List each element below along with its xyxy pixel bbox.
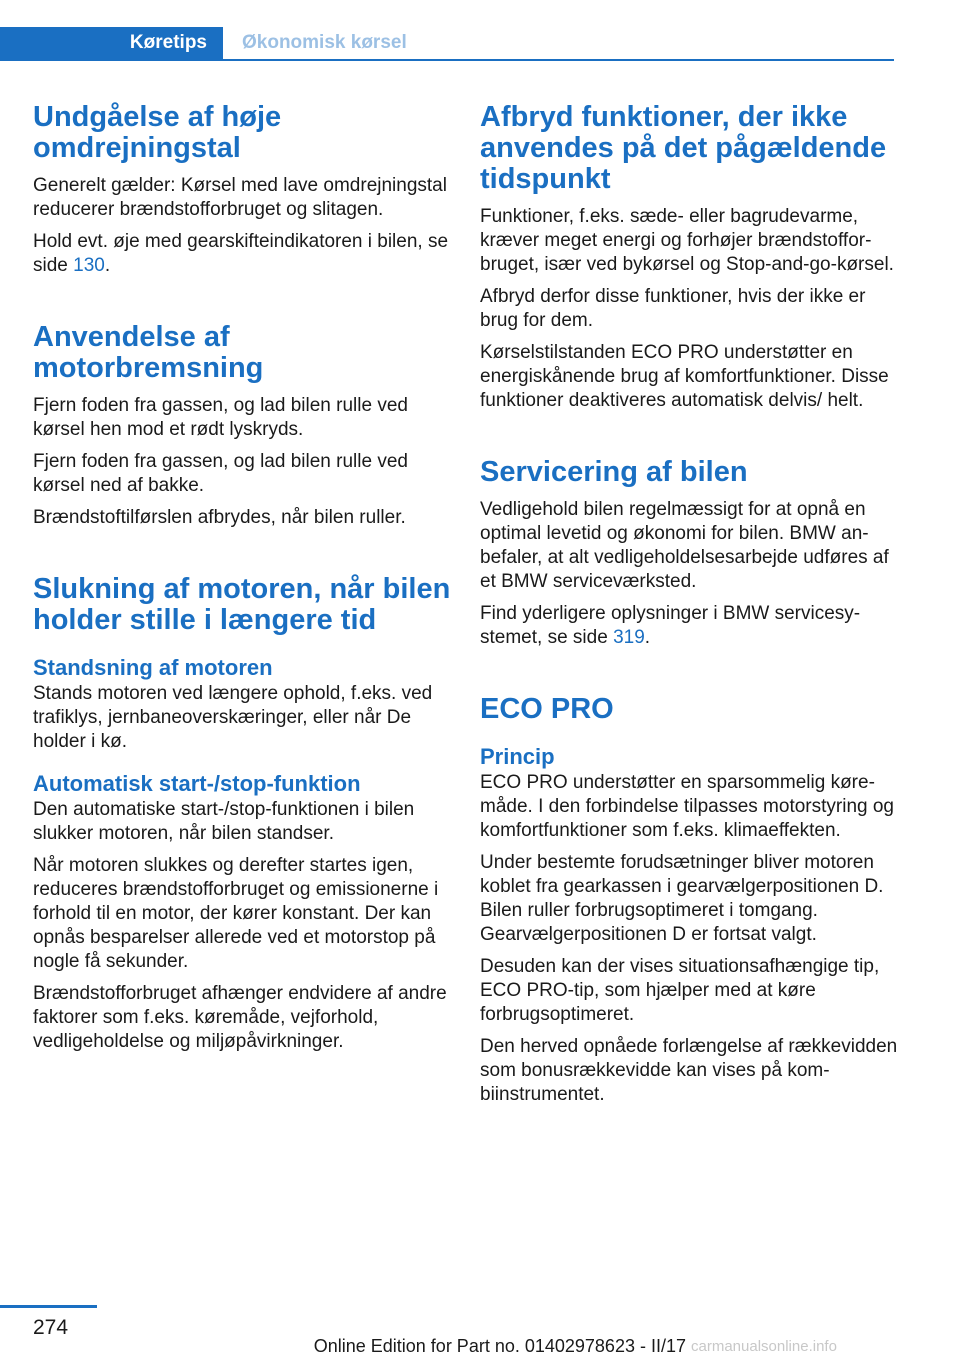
paragraph: Under bestemte forudsætninger bliver motoren koblet fra gearkassen i gearvælgerpositionen D. Bilen ruller forbrugsoptimeret i tomgang. Gearvælgerpositionen D er fortsat valgt. [480,852,884,945]
heading-switch-off-engine: Slukning af motoren, når bilen holder stille i længere tid [33,573,451,636]
text: Hold evt. øje med gearskifteindikatoren i bilen, se side [33,231,449,276]
paragraph-with-link [33,230,453,278]
heading-avoid-high-rpm: Undgåelse af høje omdrejningstal [33,101,282,164]
paragraph: Brændstofforbruget afhænger endvidere af andre faktorer som f.eks. køremåde, vejforhold, vedligeholdelse og miljøpåvirkninger. [33,983,447,1052]
paragraph: Fjern foden fra gassen, og lad bilen rulle ved kørsel ned af bakke. [33,451,408,496]
header-rule [223,59,894,61]
text: . [104,255,111,276]
heading-switch-off-functions: Afbryd funktioner, der ikke anvendes på det pågældende tidspunkt [480,101,887,195]
paragraph: Vedligehold bilen regelmæssigt for at opnå en optimal levetid og økonomi for bilen. BMW anbefaler, at alt vedligeholdelsesarbejde udføres af et BMW serviceværksted. [480,499,889,592]
paragraph: Stands motoren ved længere ophold, f.eks. ved trafiklys, jernbaneoverskæringer, eller når De holder i kø. [33,683,433,752]
paragraph: Når motoren slukkes og derefter startes igen, reduceres brændstofforbruget og emissionerne i forhold til en motor, der kører konstant. Der kan opnås besparelser allerede ved et motorstop på nogle få sekunder. [33,855,439,972]
section-tab[interactable]: Økonomisk kørsel [242,32,407,53]
heading-vehicle-service: Servicering af bilen [480,456,748,488]
paragraph: Afbryd derfor disse funktioner, hvis der ikke er brug for dem. [480,286,866,331]
paragraph: Desuden kan der vises situationsafhængige tip, ECO PRO-tip, som hjælper med at køre forbrugsoptimeret. [480,956,880,1025]
page-link-319[interactable]: 319 [613,627,645,648]
paragraph: Brændstoftilførslen afbrydes, når bilen ruller. [33,507,406,528]
text: . [644,627,651,648]
paragraph: Generelt gælder: Kørsel med lave omdrejningstal reducerer brændstofforbruget og slitagen. [33,175,447,220]
text: Find yderligere oplysninger i BMW servicesystemet, se side [480,603,861,648]
footer-rule [0,1305,97,1308]
edition-note: Online Edition for Part no. 01402978623 - II/17 [313,1336,686,1356]
heading-eco-pro: ECO PRO [480,693,614,725]
paragraph: Den automatiske start-/stop-funktionen i bilen slukker motoren, når bilen standser. [33,799,415,844]
page-link-130[interactable]: 130 [73,255,105,276]
paragraph: Den herved opnåede forlængelse af rækkevidden som bonusrækkevidde kan vises på kombiinstrumentet. [480,1036,898,1105]
paragraph: Kørselstilstanden ECO PRO understøtter en energiskånende brug af komfortfunktioner. Disse funktioner deaktiveres automatisk delvis/ helt. [480,342,889,411]
page-number: 274 [33,1316,69,1339]
left-column [33,102,453,1054]
paragraph: ECO PRO understøtter en sparsommelig køremåde. I den forbindelse tilpasses motorstyring og komfortfunktioner som f.eks. klimaeffekten. [480,772,894,841]
heading-engine-braking: Anvendelse af motorbremsning [33,321,264,384]
paragraph: Funktioner, f.eks. sæde- eller bagrudevarme, kræver meget energi og forhøjer brændstofforbruget, især ved bykørsel og Stop-and-go-kørsel. [480,206,894,275]
right-column [480,102,900,1107]
paragraph-with-link [480,602,900,650]
subheading-auto-start-stop: Automatisk start-/stop-funktion [33,771,361,796]
paragraph: Fjern foden fra gassen, og lad bilen rulle ved kørsel hen mod et rødt lyskryds. [33,395,408,440]
page-header [0,27,894,61]
chapter-tab[interactable]: Køretips [0,27,223,61]
subheading-principle: Princip [480,744,555,769]
watermark: carmanualsonline.info [691,1338,837,1355]
subheading-stopping-engine: Standsning af motoren [33,655,273,680]
